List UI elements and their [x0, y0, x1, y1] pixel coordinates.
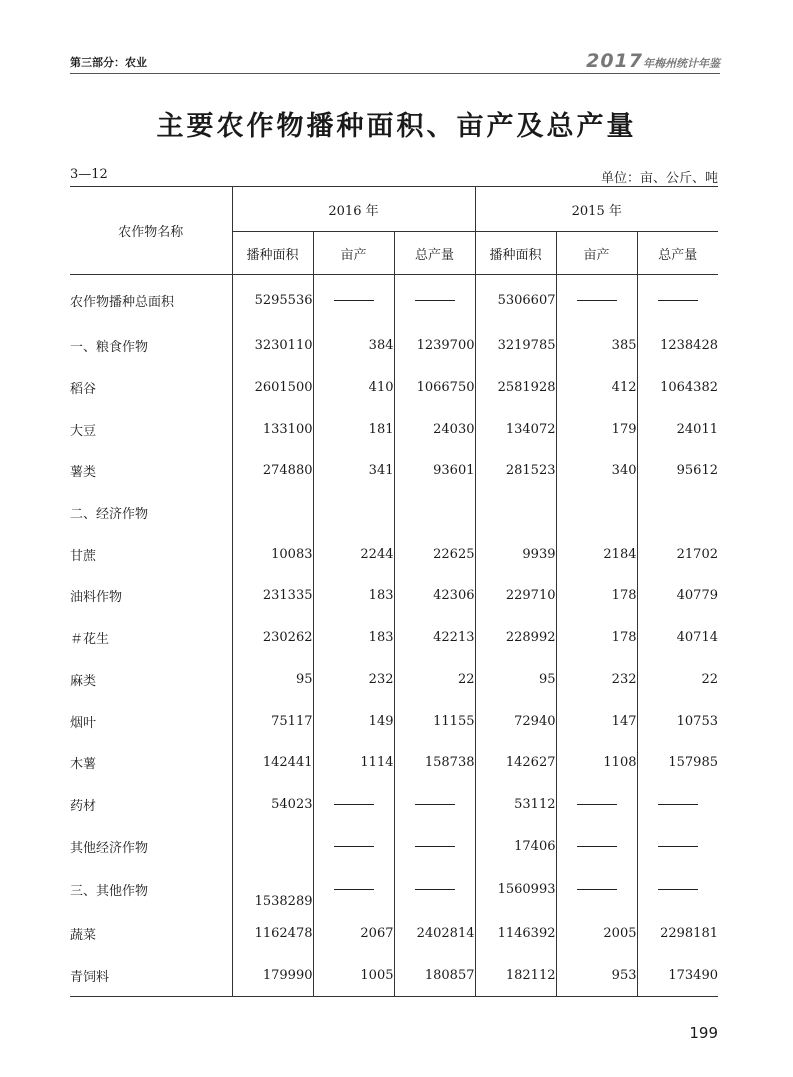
table-row — [70, 825, 718, 867]
table-row — [70, 784, 718, 826]
value-cell: 1146392 — [475, 913, 556, 955]
value-cell: 231335 — [232, 575, 313, 617]
value-cell: 2581928 — [475, 367, 556, 409]
no-data-dash — [637, 784, 718, 826]
table-row — [70, 954, 718, 996]
col-header-sub: 亩产 — [313, 232, 394, 275]
col-header-crop-name: 农作物名称 — [70, 187, 232, 275]
dash-line — [577, 846, 617, 847]
value-cell: 158738 — [394, 742, 475, 784]
value-cell — [232, 825, 313, 867]
dash-line — [334, 889, 374, 890]
value-cell — [313, 492, 394, 534]
section-label: 第三部分：农业 — [70, 56, 147, 69]
table-row — [70, 450, 718, 492]
col-header-sub: 总产量 — [394, 232, 475, 275]
no-data-dash — [556, 825, 637, 867]
value-cell: 1064382 — [637, 367, 718, 409]
no-data-dash — [637, 825, 718, 867]
value-cell: 230262 — [232, 617, 313, 659]
table-row — [70, 575, 718, 617]
value-cell: 5306607 — [475, 275, 556, 326]
dash-line — [577, 804, 617, 805]
no-data-dash — [394, 867, 475, 913]
value-cell — [637, 492, 718, 534]
crop-name: 药材 — [70, 798, 97, 814]
crop-name: 烟叶 — [70, 715, 97, 731]
no-data-dash — [313, 867, 394, 913]
no-data-dash — [313, 825, 394, 867]
crop-name: 三、其他作物 — [70, 884, 149, 900]
yearbook-label — [586, 50, 720, 72]
value-cell: 232 — [313, 659, 394, 701]
value-cell: 53112 — [475, 784, 556, 826]
value-cell: 10753 — [637, 700, 718, 742]
value-cell: 953 — [556, 954, 637, 996]
value-cell: 2005 — [556, 913, 637, 955]
table-row — [70, 408, 718, 450]
value-cell: 1066750 — [394, 367, 475, 409]
no-data-dash — [556, 784, 637, 826]
crop-name: 麻类 — [70, 673, 97, 689]
crop-name: 二、经济作物 — [70, 507, 149, 523]
value-cell: 22 — [394, 659, 475, 701]
table-row — [70, 492, 718, 534]
value-cell: 75117 — [232, 700, 313, 742]
table-code: 3—12 — [70, 167, 108, 182]
value-cell: 179 — [556, 408, 637, 450]
dash-line — [577, 889, 617, 890]
dash-line — [415, 889, 455, 890]
value-cell: 157985 — [637, 742, 718, 784]
table-row — [70, 275, 718, 326]
value-cell: 182112 — [475, 954, 556, 996]
crop-name: 其他经济作物 — [70, 840, 149, 856]
dash-line — [334, 804, 374, 805]
value-cell: 1238428 — [637, 325, 718, 367]
value-cell: 40714 — [637, 617, 718, 659]
crop-name: 木薯 — [70, 757, 97, 773]
value-cell: 178 — [556, 617, 637, 659]
no-data-dash — [637, 867, 718, 913]
crop-name: 薯类 — [70, 465, 97, 481]
no-data-dash — [394, 825, 475, 867]
value-cell: 3230110 — [232, 325, 313, 367]
value-cell: 2298181 — [637, 913, 718, 955]
table-row — [70, 913, 718, 955]
value-cell: 42306 — [394, 575, 475, 617]
dash-line — [658, 889, 698, 890]
value-cell: 142441 — [232, 742, 313, 784]
table-row — [70, 617, 718, 659]
crop-name: 一、粮食作物 — [70, 340, 149, 356]
value-cell: 2601500 — [232, 367, 313, 409]
value-cell: 181 — [313, 408, 394, 450]
yearbook-name: 年梅州统计年鉴 — [643, 57, 720, 70]
page-title: 主要农作物播种面积、亩产及总产量 — [156, 111, 637, 142]
value-cell — [394, 492, 475, 534]
value-cell: 149 — [313, 700, 394, 742]
crop-table — [70, 186, 718, 997]
table-row — [70, 742, 718, 784]
value-cell: 179990 — [232, 954, 313, 996]
dash-line — [334, 846, 374, 847]
value-cell: 341 — [313, 450, 394, 492]
value-cell: 5295536 — [232, 275, 313, 326]
value-cell: 228992 — [475, 617, 556, 659]
value-cell: 40779 — [637, 575, 718, 617]
dash-line — [658, 804, 698, 805]
page-number: 199 — [689, 1024, 718, 1042]
value-cell: 11155 — [394, 700, 475, 742]
table-row — [70, 325, 718, 367]
value-cell: 2402814 — [394, 913, 475, 955]
value-cell: 1005 — [313, 954, 394, 996]
dash-line — [658, 300, 698, 301]
value-cell: 229710 — [475, 575, 556, 617]
value-cell: 93601 — [394, 450, 475, 492]
value-cell: 147 — [556, 700, 637, 742]
col-header-sub: 总产量 — [637, 232, 718, 275]
value-cell: 173490 — [637, 954, 718, 996]
dash-line — [415, 300, 455, 301]
header-rule — [70, 73, 720, 74]
unit-label: 单位：亩、公斤、吨 — [600, 171, 718, 186]
value-cell: 1560993 — [475, 867, 556, 913]
value-cell: 2067 — [313, 913, 394, 955]
value-cell: 412 — [556, 367, 637, 409]
value-cell: 384 — [313, 325, 394, 367]
value-cell: 1538289 — [232, 867, 313, 913]
crop-name: 油料作物 — [70, 590, 123, 606]
value-cell: 232 — [556, 659, 637, 701]
no-data-dash — [637, 275, 718, 326]
page-header — [70, 40, 720, 74]
dash-line — [415, 846, 455, 847]
value-cell: 24011 — [637, 408, 718, 450]
value-cell: 9939 — [475, 533, 556, 575]
value-cell: 17406 — [475, 825, 556, 867]
no-data-dash — [313, 275, 394, 326]
no-data-dash — [313, 784, 394, 826]
col-header-sub: 亩产 — [556, 232, 637, 275]
dash-line — [415, 804, 455, 805]
table-row — [70, 367, 718, 409]
value-cell: 178 — [556, 575, 637, 617]
value-cell: 410 — [313, 367, 394, 409]
value-cell: 134072 — [475, 408, 556, 450]
no-data-dash — [556, 867, 637, 913]
crop-name: 大豆 — [70, 423, 97, 439]
value-cell: 22625 — [394, 533, 475, 575]
value-cell: 72940 — [475, 700, 556, 742]
dash-line — [658, 846, 698, 847]
value-cell: 180857 — [394, 954, 475, 996]
value-cell — [232, 492, 313, 534]
dash-line — [334, 300, 374, 301]
value-cell: 183 — [313, 575, 394, 617]
value-cell: 42213 — [394, 617, 475, 659]
value-cell: 281523 — [475, 450, 556, 492]
value-cell: 95 — [475, 659, 556, 701]
table-row — [70, 533, 718, 575]
yearbook-year: 2017 — [586, 50, 643, 72]
value-cell: 274880 — [232, 450, 313, 492]
table-row — [70, 659, 718, 701]
no-data-dash — [394, 784, 475, 826]
no-data-dash — [394, 275, 475, 326]
value-cell: 22 — [637, 659, 718, 701]
dash-line — [577, 300, 617, 301]
value-cell: 183 — [313, 617, 394, 659]
value-cell: 2244 — [313, 533, 394, 575]
no-data-dash — [556, 275, 637, 326]
crop-name: 稻谷 — [70, 382, 97, 398]
value-cell: 95612 — [637, 450, 718, 492]
value-cell: 2184 — [556, 533, 637, 575]
value-cell: 24030 — [394, 408, 475, 450]
value-cell: 142627 — [475, 742, 556, 784]
value-cell: 1162478 — [232, 913, 313, 955]
value-cell — [475, 492, 556, 534]
col-header-year-2015: 2015 年 — [475, 187, 718, 232]
col-header-sub: 播种面积 — [232, 232, 313, 275]
value-cell: 3219785 — [475, 325, 556, 367]
crop-name: 农作物播种总面积 — [70, 294, 175, 310]
value-cell — [556, 492, 637, 534]
crop-name: ＃花生 — [70, 632, 110, 648]
value-cell: 385 — [556, 325, 637, 367]
table-row — [70, 700, 718, 742]
col-header-year-2016: 2016 年 — [232, 187, 475, 232]
value-cell: 340 — [556, 450, 637, 492]
value-cell: 1239700 — [394, 325, 475, 367]
crop-name: 甘蔗 — [70, 548, 97, 564]
col-header-sub: 播种面积 — [475, 232, 556, 275]
value-cell: 10083 — [232, 533, 313, 575]
value-cell: 133100 — [232, 408, 313, 450]
value-cell: 1108 — [556, 742, 637, 784]
value-cell: 95 — [232, 659, 313, 701]
crop-name: 蔬菜 — [70, 927, 97, 943]
table-row — [70, 867, 718, 913]
crop-name: 青饲料 — [70, 954, 232, 996]
value-cell: 54023 — [232, 784, 313, 826]
value-cell: 21702 — [637, 533, 718, 575]
value-cell: 1114 — [313, 742, 394, 784]
